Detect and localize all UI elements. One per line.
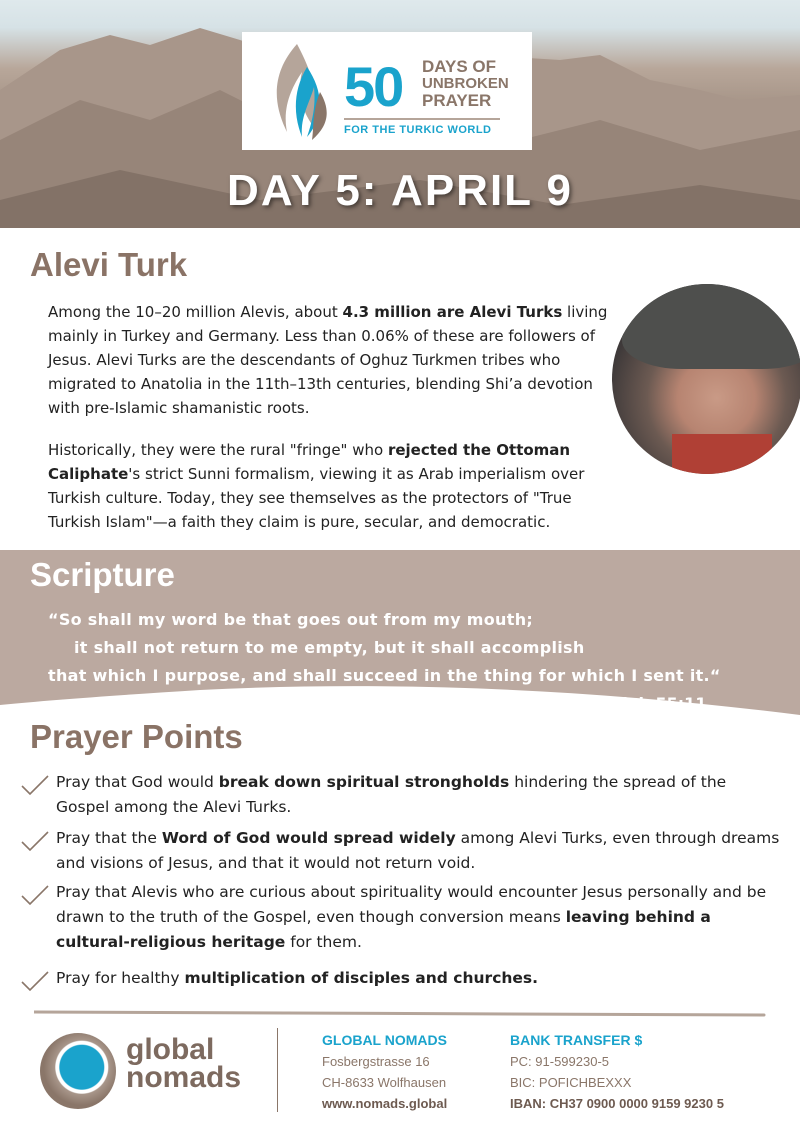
portrait-photo bbox=[612, 284, 800, 474]
scripture-heading: Scripture bbox=[30, 556, 175, 593]
prayer-heading: Prayer Points bbox=[30, 718, 243, 755]
logo-number: 50 bbox=[344, 55, 403, 118]
bold-text: break down spiritual strongholds bbox=[218, 773, 510, 791]
header-mountain-banner bbox=[0, 0, 800, 228]
contact-heading: GLOBAL NOMADS bbox=[322, 1032, 447, 1048]
bic-code: BIC: POFICHBEXXX bbox=[510, 1075, 632, 1090]
text: Pray that God would bbox=[56, 773, 219, 791]
bank-info bbox=[510, 1030, 724, 1114]
website-link[interactable]: www.nomads.global bbox=[322, 1096, 448, 1111]
bank-heading: BANK TRANSFER $ bbox=[510, 1032, 643, 1048]
text: Among the 10–20 million Alevis, about bbox=[48, 303, 343, 321]
shirt bbox=[672, 434, 772, 474]
logo-word: global bbox=[126, 1033, 215, 1066]
campaign-logo bbox=[242, 32, 532, 150]
city-address: CH-8633 Wolfhausen bbox=[322, 1075, 447, 1090]
prayer-item bbox=[20, 770, 780, 820]
people-heading: Alevi Turk bbox=[30, 246, 188, 283]
text: Pray that Alevis who are curious about spirituality would encounter Jesus personally and be drawn to the truth of the Gospel, even though conversion means bbox=[56, 883, 767, 926]
global-nomads-logo-text bbox=[126, 1033, 242, 1094]
prayer-item bbox=[20, 880, 780, 955]
text: Historically, they were the rural "fringe" who bbox=[48, 441, 388, 459]
text: for them. bbox=[285, 933, 362, 951]
global-nomads-logo-icon bbox=[40, 1033, 116, 1109]
prayer-item bbox=[20, 966, 780, 991]
logo-tagline: FOR THE TURKIC WORLD bbox=[344, 124, 492, 136]
bold-text: multiplication of disciples and churches. bbox=[184, 969, 539, 987]
text: 's strict Sunni formalism, viewing it as Arab imperialism over Turkish culture. Today, they see themselves as the protectors of "True Turkish Islam"—a faith they claim is pure, secular, and democratic. bbox=[48, 465, 585, 531]
day-title: DAY 5: APRIL 9 bbox=[227, 166, 573, 215]
bold-text: Word of God would spread widely bbox=[161, 829, 456, 847]
street-address: Fosbergstrasse 16 bbox=[322, 1054, 430, 1069]
people-paragraph-1 bbox=[48, 300, 618, 420]
logo-text bbox=[422, 58, 509, 109]
checkmark-icon bbox=[20, 774, 50, 796]
checkmark-icon bbox=[20, 970, 50, 992]
flame-icon bbox=[252, 32, 342, 150]
contact-info bbox=[322, 1030, 447, 1114]
text: hindering the spread of the Gospel among the Alevi Turks. bbox=[56, 773, 727, 816]
postal-account: PC: 91-599230-5 bbox=[510, 1054, 610, 1069]
logo-line: UNBROKEN bbox=[422, 75, 509, 92]
text: Pray for healthy bbox=[56, 969, 185, 987]
text: among Alevi Turks, even through dreams and visions of Jesus, and that it would not return void. bbox=[56, 829, 780, 872]
scripture-line: “So shall my word be that goes out from my mouth; bbox=[48, 610, 534, 629]
scripture-reference: Isaiah 55:11 bbox=[596, 694, 707, 713]
scripture-section bbox=[0, 550, 800, 720]
logo-line: DAYS OF bbox=[422, 57, 497, 76]
bold-text: leaving behind a cultural-religious heritage bbox=[56, 908, 711, 951]
footer-vertical-divider bbox=[277, 1028, 278, 1112]
hat bbox=[622, 284, 800, 369]
logo-divider bbox=[344, 118, 500, 120]
checkmark-icon bbox=[20, 884, 50, 906]
logo-word: nomads bbox=[126, 1061, 242, 1094]
bold-text: 4.3 million are Alevi Turks bbox=[342, 303, 563, 321]
scripture-line: that which I purpose, and shall succeed in the thing for which I sent it.“ bbox=[48, 666, 721, 685]
footer-divider bbox=[34, 1010, 774, 1020]
people-paragraph-2 bbox=[48, 438, 668, 534]
prayer-item bbox=[20, 826, 780, 876]
iban: IBAN: CH37 0900 0000 9159 9230 5 bbox=[510, 1096, 724, 1111]
text: Pray that the bbox=[56, 829, 162, 847]
logo-line: PRAYER bbox=[422, 91, 492, 110]
text: living mainly in Turkey and Germany. Less than 0.06% of these are followers of Jesus. Alevi Turks are the descendants of Oghuz Turkmen tribes who migrated to Anatolia in the 11th–13th centuries, blending Shi’a devotion with pre-Islamic shamanistic roots. bbox=[48, 303, 608, 417]
scripture-line: it shall not return to me empty, but it shall accomplish bbox=[74, 638, 585, 657]
bold-text: rejected the Ottoman Caliphate bbox=[48, 441, 571, 483]
checkmark-icon bbox=[20, 830, 50, 852]
